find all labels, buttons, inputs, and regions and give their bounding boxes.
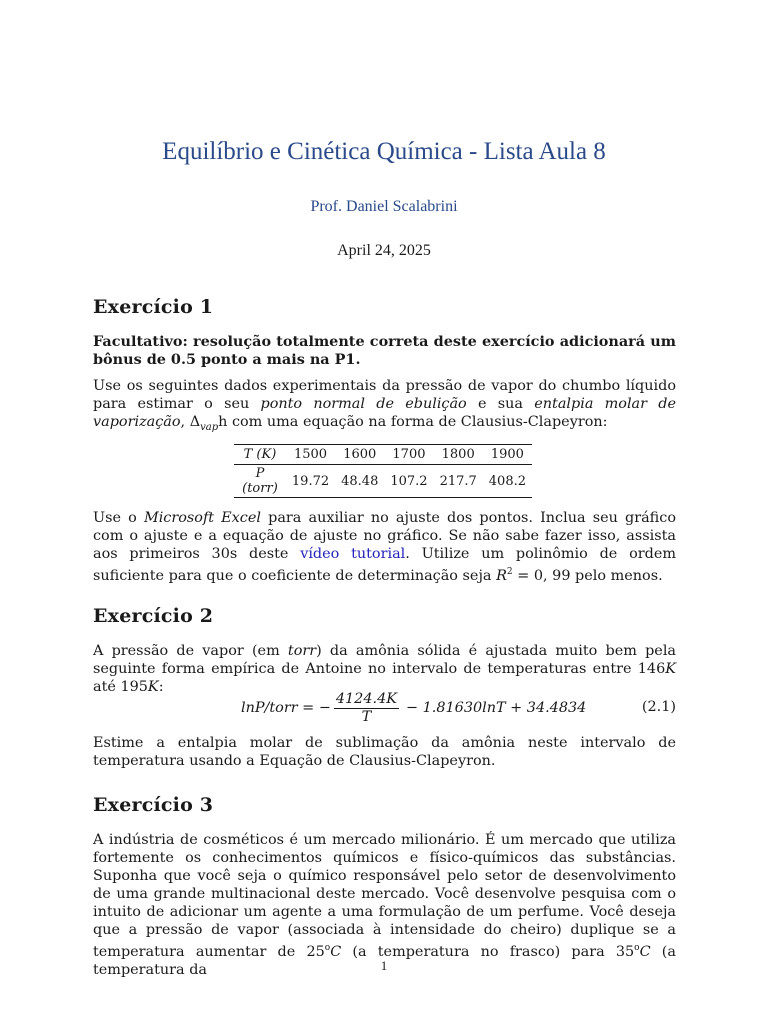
- table-cell: 1900: [483, 445, 532, 465]
- table-row-temperature: [234, 445, 532, 465]
- table-cell: 1700: [384, 445, 433, 465]
- exercise-1-bonus-note: [93, 333, 676, 369]
- table-cell: 1600: [335, 445, 384, 465]
- exercise-3-text: [93, 831, 676, 979]
- exercise-1-instructions: [93, 509, 676, 585]
- equation-denominator: T: [361, 708, 372, 725]
- table-cell: 1500: [286, 445, 335, 465]
- r-squared-symbol: R: [496, 567, 507, 584]
- ex3-text-a: A indústria de cosméticos é um mercado milionário. É um mercado que utiliza fortemente os conhecimentos químicos e físico-químicos das substâncias. Suponha que você seja o químico responsável pelo setor de desenvolvimento de uma grande multinacional deste mercado. Você desenvolve pesquisa com o intuito de adicionar um agente a uma formulação de um perfume. Você deseja que a pressão de vapor (associada à intensidade do cheiro) duplique se a temperatura aumentar de 25: [93, 832, 676, 960]
- table-cell: 408.2: [483, 465, 532, 498]
- document-title: Equilíbrio e Cinética Química - Lista Aula 8: [162, 138, 606, 165]
- table-cell: 19.72: [286, 465, 335, 498]
- intro-text-c: , Δ: [180, 414, 201, 430]
- ex2-emphasis-torr: torr: [287, 643, 317, 659]
- degree-symbol-1: o: [324, 943, 331, 953]
- celsius-unit-1: C: [330, 943, 342, 960]
- exercise-3-heading: Exercício 3: [93, 794, 214, 816]
- instructions-text-b: para auxiliar no ajuste dos pontos. Inclua seu gráfico com o ajuste e a equação de ajuste no gráfico. Se não sabe fazer isso, assista aos primeiros 30s deste: [93, 510, 676, 562]
- degree-symbol-2: o: [634, 943, 640, 953]
- vapor-pressure-table: [234, 444, 532, 498]
- intro-emphasis-boiling-point: ponto normal de ebulição: [260, 396, 467, 412]
- table-row-pressure: [234, 465, 532, 498]
- ex2-text-d: :: [158, 679, 164, 695]
- instructions-text-c: . Utilize um polinômio de ordem suficiente para que o coeficiente de determinação seja: [93, 546, 676, 584]
- instructions-text-a: Use o: [93, 510, 144, 526]
- instructions-text-d: = 0, 99 pelo menos.: [512, 567, 663, 584]
- ex3-text-c: (a temperatura da: [93, 943, 676, 978]
- ex3-text-b: (a temperatura no frasco) para 35: [341, 943, 635, 960]
- antoine-equation: [93, 688, 676, 728]
- table-cell: 1800: [434, 445, 483, 465]
- table-header-pressure: P (torr): [234, 465, 286, 498]
- video-tutorial-link[interactable]: vídeo tutorial: [300, 546, 406, 562]
- bonus-text: Facultativo: resolução totalmente correta deste exercício adicionará um bônus de 0.5 ponto a mais na P1.: [93, 333, 676, 368]
- intro-subscript-vap: vap: [200, 421, 219, 433]
- ex2-text-b: ) da amônia sólida é ajustada muito bem pela seguinte forma empírica de Antoine no intervalo de temperaturas entre 146: [93, 643, 676, 677]
- page-number: 1: [380, 958, 388, 973]
- equation-left-side: lnP/torr = −: [241, 700, 331, 716]
- exercise-1-intro: [93, 377, 676, 437]
- table-cell: 48.48: [335, 465, 384, 498]
- exercise-2-heading: Exercício 2: [93, 605, 214, 627]
- equation-body: [241, 688, 586, 728]
- equation-numerator: 4124.4K: [335, 690, 397, 707]
- equation-fraction: [334, 691, 399, 726]
- intro-text-a: Use os seguintes dados experimentais da pressão de vapor do chumbo líquido para estimar o seu: [93, 378, 676, 412]
- intro-emphasis-enthalpy: entalpia molar de vaporização: [93, 396, 676, 430]
- table-header-temperature: T (K): [234, 445, 286, 465]
- author-name: Prof. Daniel Scalabrini: [310, 198, 458, 215]
- intro-text-b: e sua: [466, 396, 535, 412]
- ex2-text-a: A pressão de vapor (em: [93, 643, 288, 659]
- document-date: April 24, 2025: [337, 242, 431, 259]
- intro-text-d: h com uma equação na forma de Clausius-Clapeyron:: [218, 414, 608, 430]
- ex2-text-c: até 195: [93, 679, 148, 695]
- table-cell: 217.7: [434, 465, 483, 498]
- exercise-2-question: Estime a entalpia molar de sublimação da amônia neste intervalo de temperatura usando a Equação de Clausius-Clapeyron.: [93, 735, 676, 769]
- instructions-emphasis-excel: Microsoft Excel: [143, 510, 261, 526]
- exercise-1-heading: Exercício 1: [93, 296, 214, 318]
- celsius-unit-2: C: [639, 943, 651, 960]
- table-cell: 107.2: [384, 465, 433, 498]
- equation-number: (2.1): [641, 699, 676, 715]
- ex2-unit-k-2: K: [147, 679, 159, 695]
- ex2-unit-k-1: K: [665, 661, 676, 677]
- r-squared-superscript: 2: [506, 567, 513, 577]
- equation-right-side: − 1.81630lnT + 34.4834: [405, 700, 587, 716]
